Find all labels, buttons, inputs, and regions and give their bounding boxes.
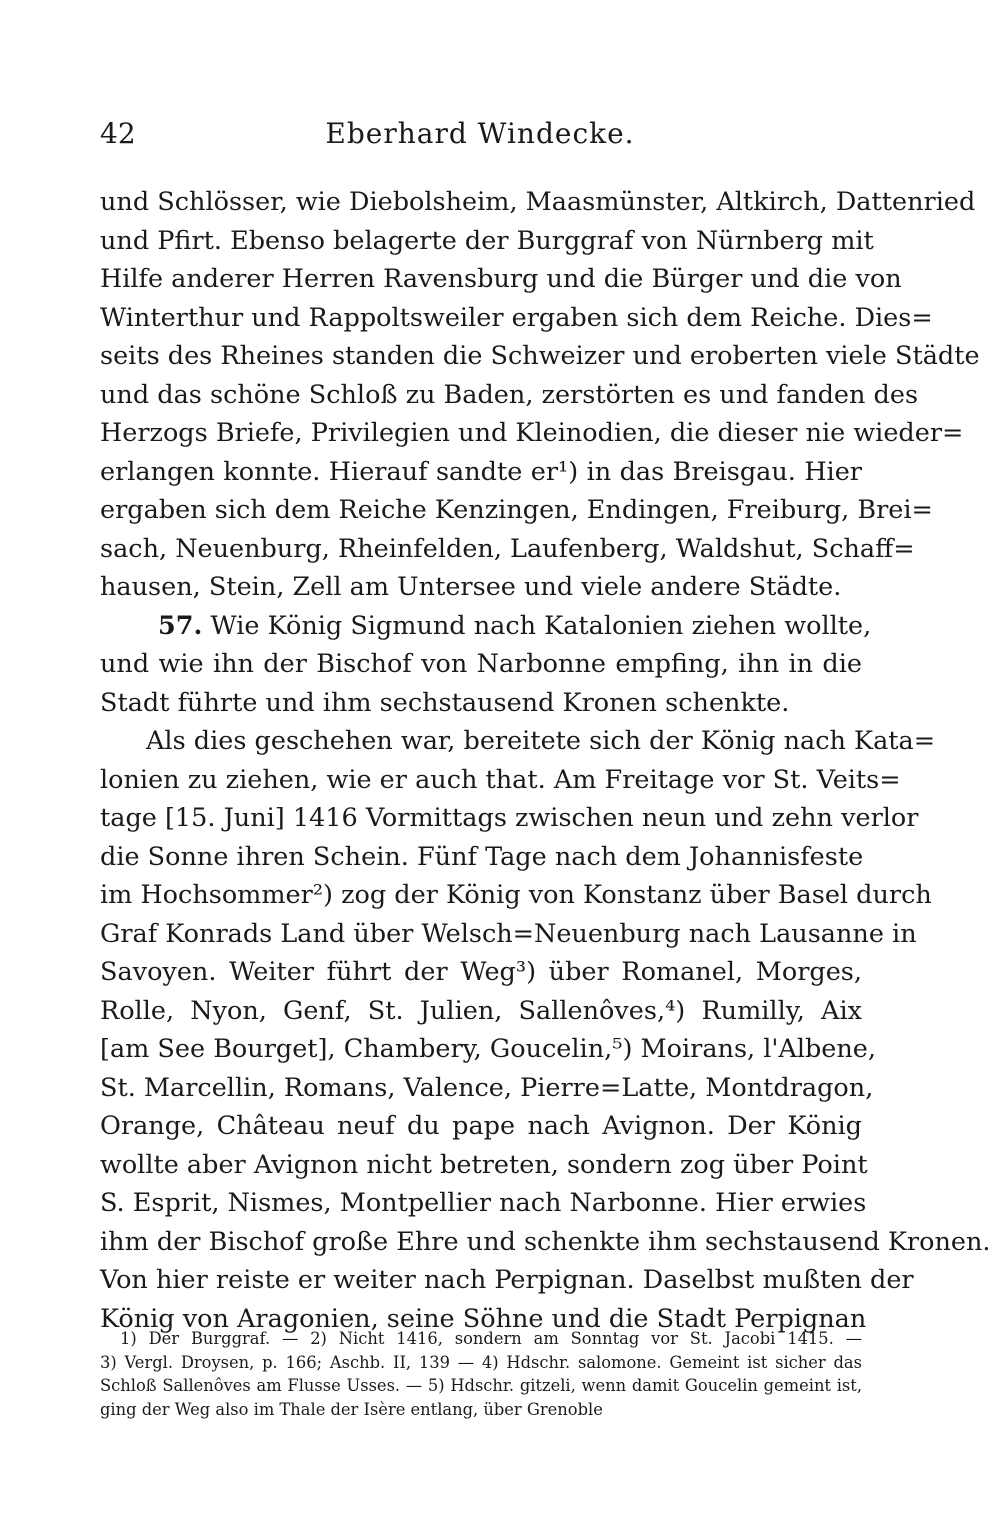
text-line: ergaben sich dem Reiche Kenzingen, Endingen, Freiburg, Brei= bbox=[100, 495, 933, 525]
text-line: Winterthur und Rappoltsweiler ergaben sich dem Reiche. Dies= bbox=[100, 302, 933, 333]
text-line: wollte aber Avignon nicht betreten, sondern zog über Point bbox=[100, 1149, 868, 1180]
text-line: lonien zu ziehen, wie er auch that. Am Freitage vor St. Veits= bbox=[100, 764, 901, 795]
heading-line: Stadt führte und ihm sechstausend Kronen schenkte. bbox=[100, 687, 790, 718]
text-line: und Schlösser, wie Diebolsheim, Maasmünster, Altkirch, Dattenried bbox=[100, 187, 976, 217]
text-line: und das schöne Schloß zu Baden, zerstörten es und fanden des bbox=[100, 379, 919, 410]
page-number: 42 bbox=[100, 117, 136, 150]
footnote-line: Schloß Sallenôves am Flusse Usses. — 5) Hdschr. gitzeli, wenn damit Goucelin gemeint ist, bbox=[100, 1376, 862, 1395]
text-line: tage [15. Juni] 1416 Vormittags zwischen neun und zehn verlor bbox=[100, 803, 919, 833]
heading-line: und wie ihn der Bischof von Narbonne empfing, ihn in die bbox=[100, 649, 862, 679]
body-text bbox=[100, 183, 991, 1338]
text-line: hausen, Stein, Zell am Untersee und viele andere Städte. bbox=[100, 572, 842, 602]
footnote-line: ging der Weg also im Thale der Isère entlang, über Grenoble bbox=[100, 1399, 603, 1419]
text-line: die Sonne ihren Schein. Fünf Tage nach dem Johannisfeste bbox=[100, 841, 864, 872]
text-line: S. Esprit, Nismes, Montpellier nach Narbonne. Hier erwies bbox=[100, 1188, 867, 1218]
heading-text: Wie König Sigmund nach Katalonien ziehen wollte, bbox=[210, 610, 872, 641]
page-header bbox=[100, 117, 860, 157]
text-line: Graf Konrads Land über Welsch=Neuenburg nach Lausanne in bbox=[100, 918, 917, 949]
text-line: ihm der Bischof große Ehre und schenkte ihm sechstausend Kronen. bbox=[100, 1226, 991, 1257]
text-line: Hilfe anderer Herren Ravensburg und die Bürger und die von bbox=[100, 264, 902, 294]
text-line: im Hochsommer²) zog der König von Konstanz über Basel durch bbox=[100, 880, 932, 910]
paragraph bbox=[100, 183, 980, 607]
footnote-line: 1) Der Burggraf. — 2) Nicht 1416, sondern am Sonntag vor St. Jacobi 1415. — bbox=[120, 1329, 862, 1348]
text-line: St. Marcellin, Romans, Valence, Pierre=Latte, Montdragon, bbox=[100, 1072, 874, 1103]
text-line: Von hier reiste er weiter nach Perpignan. Daselbst mußten der bbox=[100, 1265, 914, 1295]
text-line: Als dies geschehen war, bereitete sich der König nach Kata= bbox=[146, 726, 936, 756]
text-line: sach, Neuenburg, Rheinfelden, Laufenberg, Waldshut, Schaff= bbox=[100, 533, 915, 564]
text-line: Savoyen. Weiter führt der Weg³) über Romanel, Morges, bbox=[100, 957, 862, 987]
text-line: seits des Rheines standen die Schweizer und eroberten viele Städte bbox=[100, 341, 980, 371]
text-line: erlangen konnte. Hierauf sandte er¹) in das Breisgau. Hier bbox=[100, 456, 862, 487]
chapter-heading bbox=[100, 607, 872, 723]
chapter-number: 57. bbox=[158, 610, 203, 641]
text-line: Orange, Château neuf du pape nach Avignon. Der König bbox=[100, 1111, 862, 1141]
text-line: [am See Bourget], Chambery, Goucelin,⁵) Moirans, l'Albene, bbox=[100, 1034, 877, 1064]
footnotes bbox=[100, 1327, 862, 1421]
text-line: König von Aragonien, seine Söhne und die Stadt Perpignan bbox=[100, 1303, 867, 1334]
footnote-line: 3) Vergl. Droysen, p. 166; Aschb. II, 139 — 4) Hdschr. salomone. Gemeint ist sicher das bbox=[100, 1352, 862, 1372]
text-line: Rolle, Nyon, Genf, St. Julien, Sallenôves,⁴) Rumilly, Aix bbox=[100, 995, 862, 1026]
heading-line bbox=[100, 607, 872, 646]
text-line: Herzogs Briefe, Privilegien und Kleinodien, die dieser nie wieder= bbox=[100, 418, 964, 448]
running-title: Eberhard Windecke. bbox=[325, 117, 635, 150]
paragraph bbox=[100, 722, 991, 1338]
text-line: und Pfirt. Ebenso belagerte der Burggraf von Nürnberg mit bbox=[100, 225, 874, 256]
